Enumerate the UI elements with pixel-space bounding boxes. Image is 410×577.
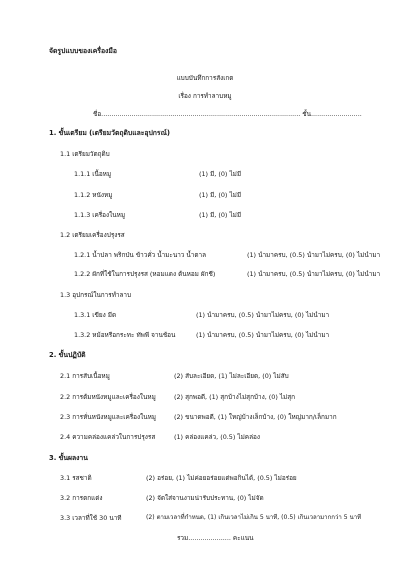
item-1-1-1-label: 1.1.1 เนื้อหมู — [74, 170, 112, 178]
item-1-3-1-label: 1.3.1 เขียง มีด — [74, 311, 117, 319]
item-1-3-1-criteria: (1) นำมาครบ, (0.5) นำมาไม่ครบ, (0) ไม่นำมา — [196, 311, 330, 319]
group-1-3-label: 1.3 อุปกรณ์ในการทำลาบ — [60, 291, 132, 299]
form-subject: เรื่อง การทำลาบหมู — [178, 92, 232, 100]
item-3-1-criteria: (2) อร่อย, (1) ไม่ค่อยอร่อยแต่พอกินได้, (0.5) ไม่อร่อย — [146, 474, 297, 482]
form-title: แบบบันทึกการสังเกต — [176, 74, 234, 82]
section-2-title: 2. ขั้นปฏิบัติ — [49, 351, 86, 359]
item-1-1-2-criteria: (1) มี, (0) ไม่มี — [199, 191, 242, 199]
item-2-2-label: 2.2 การต้มหนังหมูและเครื่องในหมู — [60, 393, 156, 401]
item-1-2-2-criteria: (1) นำมาครบ, (0.5) นำมาไม่ครบ, (0) ไม่นำมา — [247, 270, 381, 278]
item-1-3-2-criteria: (1) นำมาครบ, (0.5) นำมาไม่ครบ, (0) ไม่นำมา — [196, 331, 330, 339]
total-score-line: รวม..................... คะแนน — [177, 534, 254, 542]
item-1-2-2-label: 1.2.2 ผักที่ใช้ในการปรุงรส (หอมแดง ต้นหอม ผักชี) — [74, 270, 216, 278]
item-1-1-1-criteria: (1) มี, (0) ไม่มี — [199, 170, 242, 178]
item-3-2-criteria: (2) จัดใส่จานงามน่ารับประทาน, (0) ไม่จัด — [146, 494, 264, 502]
item-1-1-2-label: 1.1.2 หนังหมู — [74, 191, 113, 199]
name-class-line: ชื่อ.................................................................................................. ชั้น......................... — [93, 110, 362, 118]
item-1-3-2-label: 1.3.2 หม้อหรือกระทะ ทัพพี จานช้อน — [74, 331, 176, 339]
doc-heading: จัดรูปแบบของเครื่องมือ — [49, 47, 117, 55]
item-2-4-criteria: (1) คล่องแคล่ว, (0.5) ไม่คล่อง — [174, 433, 260, 441]
item-1-1-3-criteria: (1) มี, (0) ไม่มี — [199, 211, 242, 219]
item-1-2-1-criteria: (1) นำมาครบ, (0.5) นำมาไม่ครบ, (0) ไม่นำมา — [247, 251, 381, 259]
item-2-2-criteria: (2) สุกพอดี, (1) สุกบ้างไม่สุกบ้าง, (0) ไม่สุก — [174, 393, 296, 401]
item-2-3-label: 2.3 การหั่นหนังหมูและเครื่องในหมู — [60, 413, 157, 421]
item-3-2-label: 3.2 การตกแต่ง — [60, 494, 103, 502]
item-3-3-criteria: (2) ตามเวลาที่กำหนด, (1) เกินเวลาไม่เกิน 5 นาที, (0.5) เกินเวลามากกว่า 5 นาที — [146, 514, 362, 521]
item-2-3-criteria: (2) ขนาดพอดี, (1) ใหญ่บ้างเล็กบ้าง, (0) ใหญ่มาก/เล็กมาก — [174, 413, 337, 421]
item-3-1-label: 3.1 รสชาติ — [60, 474, 92, 482]
item-3-3-label: 3.3 เวลาที่ใช้ 30 นาที — [60, 514, 122, 522]
group-1-1-label: 1.1 เตรียมวัตถุดิบ — [60, 150, 110, 158]
item-2-1-label: 2.1 การสับเนื้อหมู — [60, 372, 110, 380]
item-1-1-3-label: 1.1.3 เครื่องในหมู — [74, 211, 126, 219]
item-1-2-1-label: 1.2.1 น้ำปลา พริกป่น ข้าวคั่ว น้ำมะนาว น้ำตาล — [74, 251, 207, 259]
section-1-title: 1. ขั้นเตรียม (เตรียมวัตถุดิบและอุปกรณ์) — [49, 129, 170, 137]
group-1-2-label: 1.2 เตรียมเครื่องปรุงรส — [60, 231, 125, 239]
item-2-1-criteria: (2) สับละเอียด, (1) ไม่ละเอียด, (0) ไม่สับ — [174, 372, 289, 380]
item-2-4-label: 2.4 ความคล่องแคล่วในการปรุงรส — [60, 433, 156, 441]
section-3-title: 3. ขั้นผลงาน — [49, 454, 88, 462]
